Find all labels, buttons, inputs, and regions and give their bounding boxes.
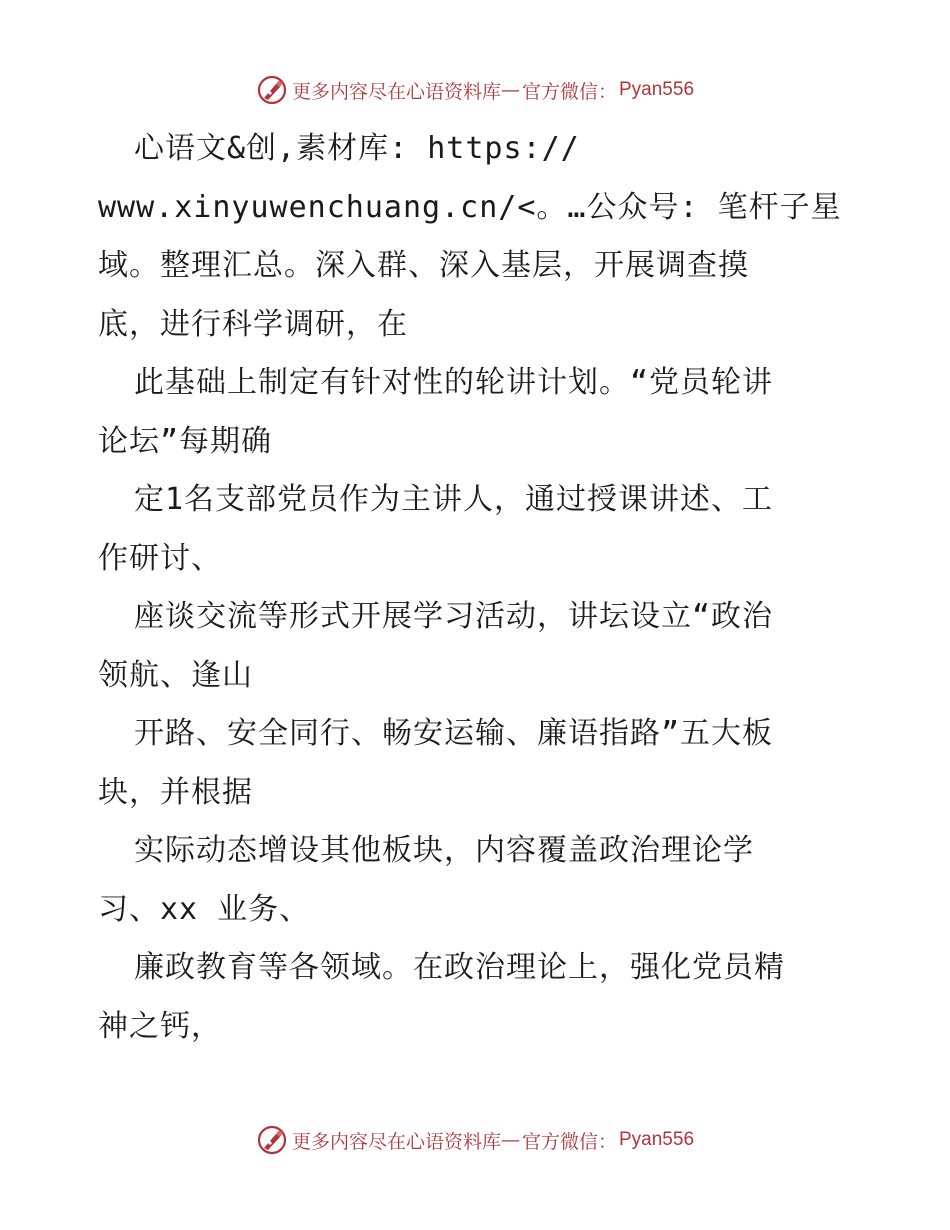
- header-banner: [0, 70, 950, 110]
- body-line-5: 此基础上制定有针对性的轮讲计划。“党员轮讲: [134, 365, 774, 400]
- footer-banner: [0, 1120, 950, 1160]
- footer-wechat-label: 官方微信：: [521, 1130, 617, 1153]
- body-line-8: 作研讨、: [98, 540, 222, 576]
- pen-logo-icon: [256, 74, 288, 106]
- body-line-12: 块，并根据: [98, 774, 253, 810]
- document-body: [98, 120, 858, 1056]
- pen-logo-icon: [256, 1124, 288, 1156]
- body-line-2: www.xinyuwenchuang.cn/<。…公众号: 笔杆子星: [98, 189, 842, 225]
- body-line-6: 论坛”每期确: [98, 423, 273, 459]
- footer-banner-separator: —: [500, 1129, 520, 1151]
- header-wechat-label: 官方微信：: [521, 80, 617, 103]
- body-line-15: 廉政教育等各领域。在政治理论上，强化党员精: [134, 950, 785, 985]
- footer-wechat-id: Pyan556: [619, 1129, 695, 1150]
- body-line-3: 域。整理汇总。深入群、深入基层，开展调查摸: [98, 248, 749, 283]
- body-line-10: 领航、逢山: [98, 657, 253, 693]
- body-line-13: 实际动态增设其他板块，内容覆盖政治理论学: [134, 833, 754, 868]
- body-line-4: 底，进行科学调研，在: [98, 306, 408, 342]
- body-line-11: 开路、安全同行、畅安运输、廉语指路”五大板: [134, 716, 774, 751]
- header-banner-text: 更多内容尽在心语资料库: [291, 80, 501, 103]
- header-banner-separator: —: [500, 79, 520, 101]
- body-line-7: 定1名支部党员作为主讲人，通过授课讲述、工: [134, 482, 774, 517]
- body-line-9: 座谈交流等形式开展学习活动，讲坛设立“政治: [134, 599, 774, 634]
- body-line-1: 心语文&创,素材库: https://: [134, 131, 580, 166]
- body-line-16: 神之钙，: [98, 1008, 222, 1044]
- footer-banner-text: 更多内容尽在心语资料库: [291, 1130, 501, 1153]
- header-wechat-id: Pyan556: [619, 79, 695, 100]
- body-line-14: 习、xx 业务、: [98, 891, 311, 927]
